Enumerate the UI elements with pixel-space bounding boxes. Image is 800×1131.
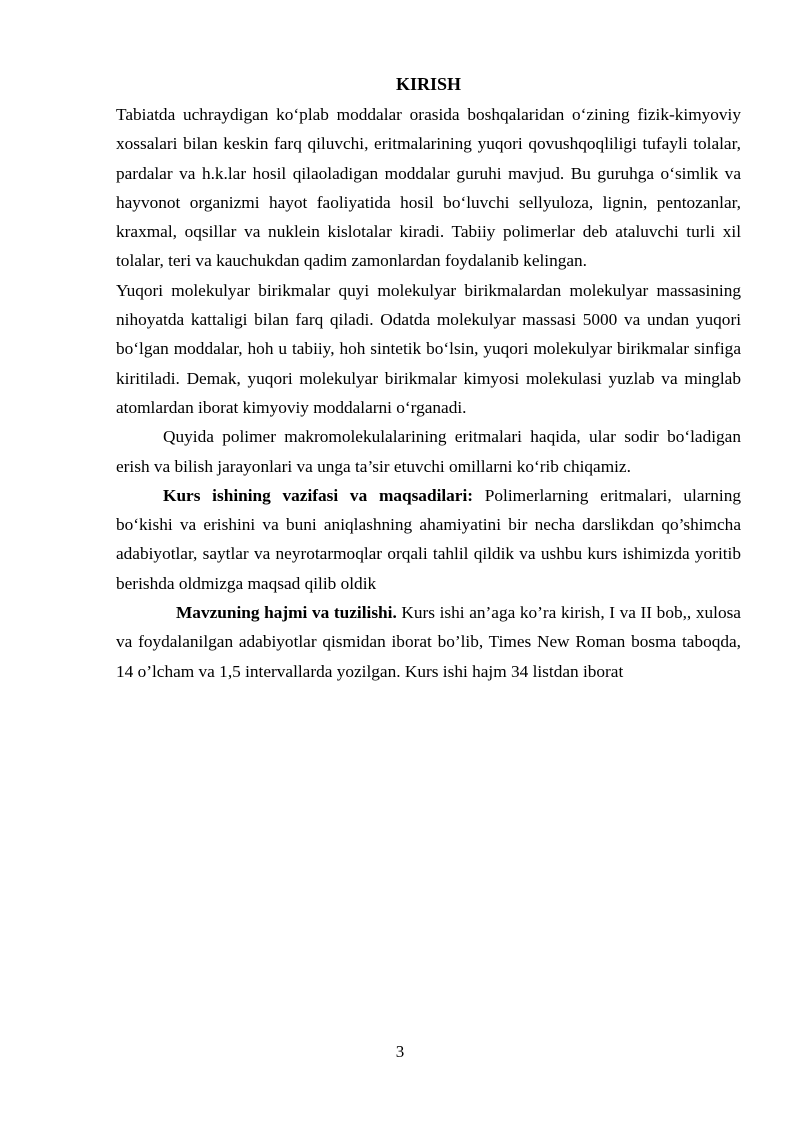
paragraph-4-bold-lead: Kurs ishining vazifasi va maqsadilari:	[163, 485, 474, 505]
paragraph-5-bold-lead: Mavzuning hajmi va tuzilishi.	[176, 603, 397, 623]
paragraph-4	[116, 481, 741, 598]
paragraph-3: Quyida polimer makromolekulalarining eritmalari haqida, ular sodir bo‘ladigan erish va bilish jarayonlari va unga ta’sir etuvchi omillarni ko‘rib chiqamiz.	[116, 427, 741, 476]
page-number: 3	[395, 1042, 405, 1061]
paragraph-2: Yuqori molekulyar birikmalar quyi molekulyar birikmalardan molekulyar massasining nihoyatda kattaligi bilan farq qiladi. Odatda molekulyar massasi 5000 va undan yuqori bo‘lgan moddalar, hoh u tabiiy, hoh sintetik bo‘lsin, yuqori molekulyar birikmalar sinfiga kiritiladi. Demak, yuqori molekulyar birikmalar kimyosi molekulasi yuzlab va minglab atomlardan iborat kimyoviy moddalarni o‘rganadi.	[116, 280, 741, 417]
paragraph-4-text: Polimerlarning eritmalari, ularning bo‘kishi va erishini va buni aniqlashning ahamiyatini bir necha darslikdan qo’shimcha adabiyotlar, saytlar va neyrotarmoqlar orqali tahlil qildik va ushbu kurs ishimizda yoritib berishda oldmizga maqsad qilib oldik	[116, 485, 741, 593]
document-page	[116, 72, 741, 686]
page-title: KIRISH	[395, 74, 462, 94]
paragraph-5	[116, 598, 741, 686]
paragraph-5-text: Kurs ishi an’aga ko’ra kirish, I va II bob,, xulosa va foydalanilgan adabiyotlar qismidan iborat bo’lib, Times New Roman bosma taboqda, 14 o’lcham va 1,5 intervallarda yozilgan. Kurs ishi hajm 34 listdan iborat	[116, 603, 741, 681]
paragraph-1: Tabiatda uchraydigan ko‘plab moddalar orasida boshqalaridan o‘zining fizik-kimyoviy xossalari bilan keskin farq qiluvchi, eritmalarining yuqori qovushqoqliligi tufayli tolalar, pardalar va h.k.lar hosil qilaoladigan moddalar guruhi mavjud. Bu guruhga o‘simlik va hayvonot organizmi hayot faoliyatida hosil bo‘luvchi sellyuloza, lignin, pentozanlar, kraxmal, oqsillar va nuklein kislotalar kiradi. Tabiiy polimerlar deb ataluvchi turli xil tolalar, teri va kauchukdan qadim zamonlardan foydalanib kelingan.	[116, 105, 741, 271]
